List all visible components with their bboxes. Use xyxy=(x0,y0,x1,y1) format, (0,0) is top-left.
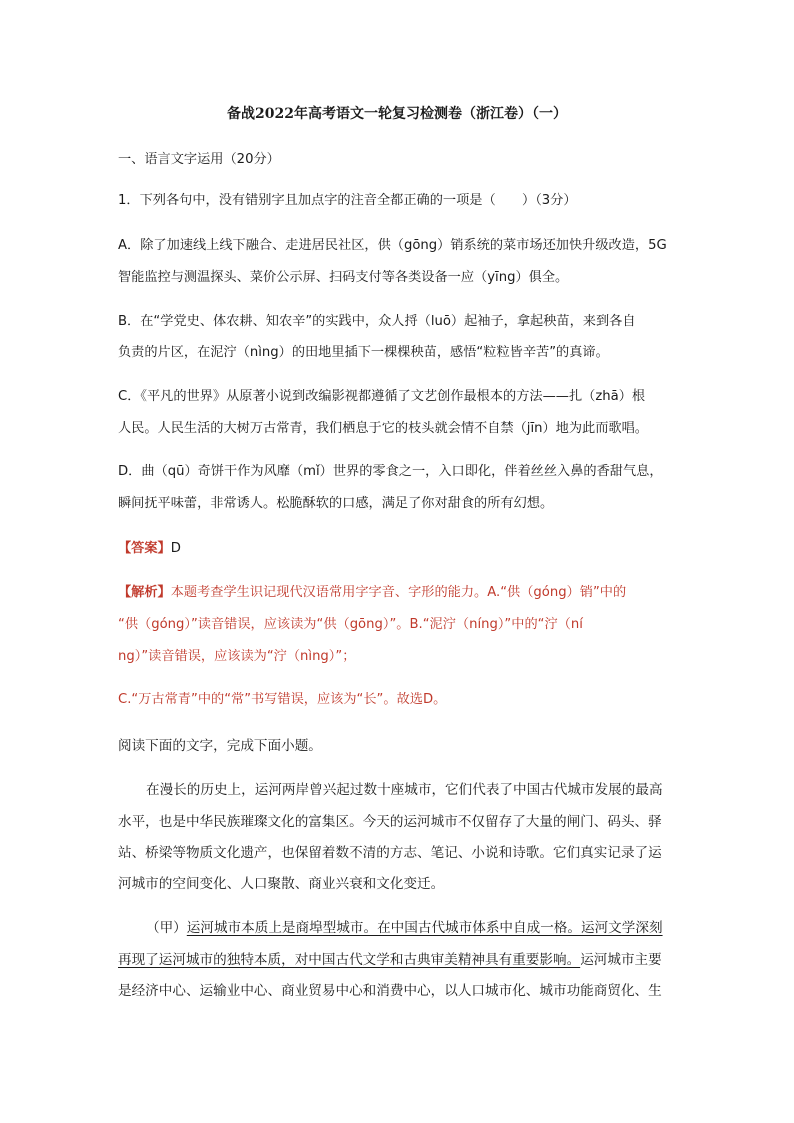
option-a-line1: A．除了加速线上线下融合、走进居民社区，供（gōng）销系统的菜市场还加快升级改造，5G xyxy=(118,238,667,253)
analysis-line4: C.“万古常青”中的“常”书写错误，应该为“长”。故选D。 xyxy=(118,692,447,707)
page-title: 备战2022年高考语文一轮复习检测卷（浙江卷）（一） xyxy=(227,106,567,122)
analysis-text1: 本题考查学生识记现代汉语常用字字音、字形的能力。A.“供（góng）销”中的 xyxy=(170,585,627,600)
option-d-line2: 瞬间抚平味蕾，非常诱人。松脆酥软的口感，满足了你对甜食的所有幻想。 xyxy=(118,496,554,511)
answer-line xyxy=(118,539,678,559)
paragraph1-line1: 在漫长的历史上，运河两岸曾兴起过数十座城市，它们代表了中国古代城市发展的最高 xyxy=(146,782,663,798)
paragraph1-line4: 河城市的空间变化、人口聚散、商业兴衰和文化变迁。 xyxy=(118,876,445,892)
paragraph2-line3: 是经济中心、运输业中心、商业贸易中心和消费中心，以人口城市化、城市功能商贸化、生 xyxy=(118,983,662,999)
underlined-sentence-part2: 再现了运河城市的独特本质，对中国古代文学和古典审美精神具有重要影响。 xyxy=(118,952,581,968)
option-d-line1: D．曲（qū）奇饼干作为风靡（mǐ）世界的零食之一，入口即化，伴着丝丝入鼻的香甜气息， xyxy=(118,464,663,479)
option-b-line1: B．在“学党史、体农耕、知农辛”的实践中，众人捋（luō）起袖子，拿起秧苗，来到各自 xyxy=(118,314,636,329)
underlined-sentence-part1: 运河城市本质上是商埠型城市。在中国古代城市体系中自成一格。运河文学深刻 xyxy=(186,920,663,936)
option-b-line2: 负责的片区，在泥泞（nìng）的田地里插下一棵棵秧苗，感悟“粒粒皆辛苦”的真谛。 xyxy=(118,345,609,360)
paragraph2-line2 xyxy=(118,950,678,970)
question-stem: 1．下列各句中，没有错别字且加点字的注音全都正确的一项是（ ）（3分） xyxy=(118,193,577,208)
option-c-line1: C．《平凡的世界》从原著小说到改编影视都遵循了文艺创作最根本的方法——扎（zhā）根 xyxy=(118,389,646,404)
paragraph1-line3: 站、桥梁等物质文化遗产，也保留着数不清的方志、笔记、小说和诗歌。它们真实记录了运 xyxy=(118,845,662,861)
reading-intro: 阅读下面的文字，完成下面小题。 xyxy=(118,738,322,754)
answer-value: D xyxy=(170,541,181,556)
option-c-line2: 人民。人民生活的大树万古常青，我们栖息于它的枝头就会情不自禁（jīn）地为此而歌唱。 xyxy=(118,421,648,436)
option-a-line2: 智能监控与测温探头、菜价公示屏、扫码支付等各类设备一应（yīng）俱全。 xyxy=(118,270,569,285)
analysis-line2: “供（góng）”读音错误，应该读为“供（gōng）”。B.“泥泞（níng）”中的“泞（ní xyxy=(118,617,583,632)
analysis-line1 xyxy=(118,583,678,603)
paragraph1-line2: 水平，也是中华民族璀璨文化的富集区。今天的运河城市不仅留存了大量的闸门、码头、驿 xyxy=(118,814,662,830)
analysis-label: 【解析】 xyxy=(118,585,171,600)
paragraph2-rest: 运河城市主要 xyxy=(580,952,662,968)
paragraph2-mark: （甲） xyxy=(146,920,187,936)
answer-label: 【答案】 xyxy=(118,541,171,556)
section-heading: 一、语言文字运用（20分） xyxy=(118,152,280,167)
paragraph2-line1 xyxy=(146,918,678,938)
analysis-line3: ng）”读音错误，应该读为“泞（nìng）”； xyxy=(118,649,356,664)
